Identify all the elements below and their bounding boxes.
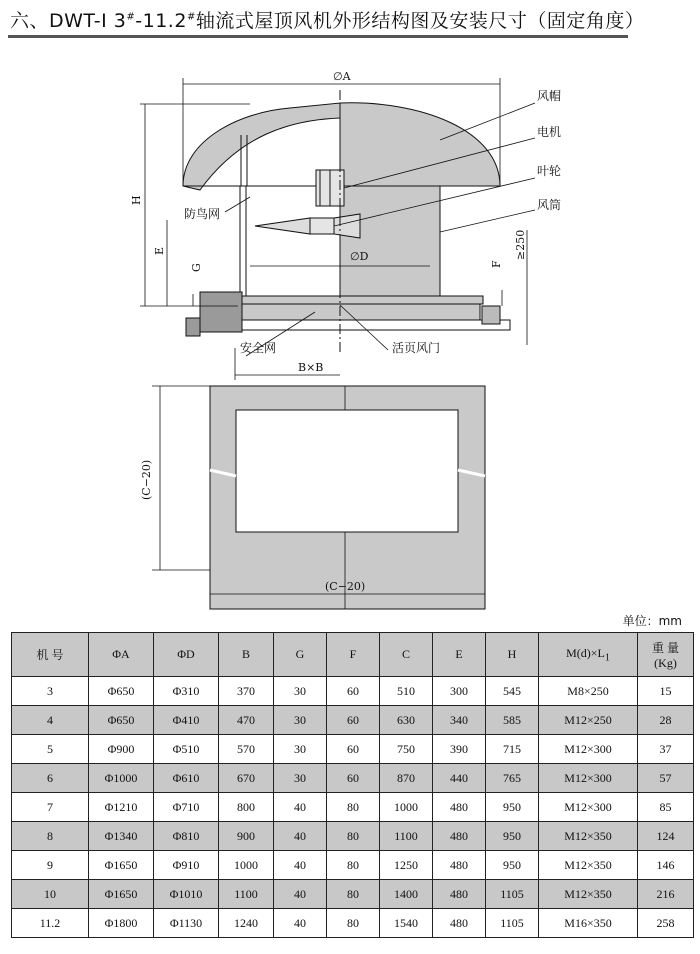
table-cell: Φ1000	[89, 764, 154, 793]
base-frame-plan	[210, 386, 485, 609]
table-cell: 216	[638, 880, 694, 909]
col-c: C	[380, 633, 433, 677]
table-cell: 950	[486, 822, 539, 851]
table-cell: Φ1210	[89, 793, 154, 822]
table-cell: 40	[274, 793, 327, 822]
table-cell: 8	[12, 822, 89, 851]
table-cell: 750	[380, 735, 433, 764]
table-cell: 60	[327, 764, 380, 793]
table-cell: 60	[327, 735, 380, 764]
table-cell: 950	[486, 851, 539, 880]
table-cell: Φ510	[154, 735, 219, 764]
table-cell: 510	[380, 677, 433, 706]
table-cell: 15	[638, 677, 694, 706]
table-cell: 470	[219, 706, 274, 735]
table-cell: M16×350	[539, 909, 638, 938]
table-cell: 370	[219, 677, 274, 706]
table-row	[12, 880, 694, 909]
col-ml: $M(d)\times L_1$	[539, 633, 638, 677]
dim-phi-d: ∅D	[350, 250, 369, 263]
table-cell: 30	[274, 677, 327, 706]
table-cell: 1105	[486, 880, 539, 909]
table-cell: 765	[486, 764, 539, 793]
table-cell: Φ710	[154, 793, 219, 822]
table-cell: Φ1010	[154, 880, 219, 909]
table-cell: 630	[380, 706, 433, 735]
table-cell: 5	[12, 735, 89, 764]
table-cell: 480	[433, 822, 486, 851]
table-cell: 670	[219, 764, 274, 793]
col-b: B	[219, 633, 274, 677]
table-cell: M12×300	[539, 764, 638, 793]
spec-table	[11, 632, 694, 938]
col-phi-d: ΦD	[154, 633, 219, 677]
table-cell: 3	[12, 677, 89, 706]
table-cell: 7	[12, 793, 89, 822]
label-motor: 电机	[537, 125, 562, 139]
table-cell: 30	[274, 735, 327, 764]
table-cell: 40	[274, 822, 327, 851]
label-duct: 风筒	[537, 198, 562, 212]
table-cell: 85	[638, 793, 694, 822]
table-cell: 480	[433, 851, 486, 880]
table-cell: 1100	[219, 880, 274, 909]
table-cell: Φ900	[89, 735, 154, 764]
table-cell: Φ1650	[89, 880, 154, 909]
table-row	[12, 735, 694, 764]
table-cell: 30	[274, 764, 327, 793]
col-phi-a: ΦA	[89, 633, 154, 677]
table-cell: 800	[219, 793, 274, 822]
table-header-row	[12, 633, 694, 677]
table-row	[12, 909, 694, 938]
table-row	[12, 706, 694, 735]
table-cell: 1250	[380, 851, 433, 880]
table-cell: 6	[12, 764, 89, 793]
table-cell: 1240	[219, 909, 274, 938]
table-cell: 480	[433, 909, 486, 938]
table-cell: Φ310	[154, 677, 219, 706]
table-cell: 1000	[380, 793, 433, 822]
table-cell: 570	[219, 735, 274, 764]
table-cell: 30	[274, 706, 327, 735]
label-hood: 风帽	[537, 89, 562, 103]
label-safety-net: 安全网	[240, 341, 277, 355]
unit-label: 单位：mm	[622, 614, 682, 628]
table-cell: 870	[380, 764, 433, 793]
table-cell: M12×250	[539, 706, 638, 735]
table-cell: 390	[433, 735, 486, 764]
label-bird-net: 防鸟网	[184, 207, 221, 221]
dim-e: E	[153, 246, 166, 255]
table-cell: 80	[327, 880, 380, 909]
table-cell: M12×350	[539, 880, 638, 909]
table-row	[12, 764, 694, 793]
table-cell: M12×300	[539, 735, 638, 764]
table-cell: M12×300	[539, 793, 638, 822]
table-row	[12, 677, 694, 706]
dim-bxb: B×B	[298, 361, 324, 374]
table-cell: 80	[327, 909, 380, 938]
table-cell: 1100	[380, 822, 433, 851]
dim-ge250: ≥250	[514, 229, 527, 260]
table-cell: 28	[638, 706, 694, 735]
table-cell: 1540	[380, 909, 433, 938]
table-cell: Φ810	[154, 822, 219, 851]
table-cell: 1105	[486, 909, 539, 938]
table-cell: 40	[274, 851, 327, 880]
table-cell: 1000	[219, 851, 274, 880]
table-cell: 950	[486, 793, 539, 822]
table-cell: M8×250	[539, 677, 638, 706]
col-g: G	[274, 633, 327, 677]
table-cell: 545	[486, 677, 539, 706]
table-row	[12, 793, 694, 822]
table-cell: 57	[638, 764, 694, 793]
table-cell: 340	[433, 706, 486, 735]
table-cell: 480	[433, 793, 486, 822]
table-cell: 900	[219, 822, 274, 851]
dim-phi-a: ∅A	[333, 70, 351, 83]
dim-g: G	[190, 263, 203, 272]
table-cell: Φ650	[89, 677, 154, 706]
label-impeller: 叶轮	[537, 164, 562, 178]
table-cell: Φ650	[89, 706, 154, 735]
table-cell: 1400	[380, 880, 433, 909]
dim-c20-bottom: (C−20)	[325, 580, 366, 593]
table-cell: 37	[638, 735, 694, 764]
dim-c20-left: (C−20)	[140, 459, 153, 500]
table-row	[12, 822, 694, 851]
table-cell: 11.2	[12, 909, 89, 938]
table-cell: Φ1340	[89, 822, 154, 851]
table-cell: 4	[12, 706, 89, 735]
table-cell: Φ1130	[154, 909, 219, 938]
table-cell: Φ1650	[89, 851, 154, 880]
table-cell: 146	[638, 851, 694, 880]
dim-f: F	[490, 260, 503, 268]
fan-elevation	[183, 90, 510, 355]
label-louver: 活页风门	[392, 341, 441, 355]
table-cell: 480	[433, 880, 486, 909]
table-cell: 60	[327, 677, 380, 706]
table-cell: 80	[327, 822, 380, 851]
col-f: F	[327, 633, 380, 677]
page-title: 六、DWT-Ⅰ 3#-11.2#轴流式屋顶风机外形结构图及安装尺寸（固定角度）	[10, 10, 645, 32]
col-h: H	[486, 633, 539, 677]
table-cell: M12×350	[539, 822, 638, 851]
table-cell: 10	[12, 880, 89, 909]
table-cell: 40	[274, 909, 327, 938]
table-cell: 40	[274, 880, 327, 909]
table-cell: Φ910	[154, 851, 219, 880]
table-cell: M12×350	[539, 851, 638, 880]
table-cell: 258	[638, 909, 694, 938]
table-cell: 124	[638, 822, 694, 851]
table-cell: Φ610	[154, 764, 219, 793]
table-row	[12, 851, 694, 880]
col-weight: 重 量 (Kg)	[638, 633, 694, 677]
dim-h: H	[130, 195, 143, 205]
table-cell: 585	[486, 706, 539, 735]
table-cell: 9	[12, 851, 89, 880]
table-cell: 80	[327, 851, 380, 880]
table-cell: Φ410	[154, 706, 219, 735]
table-cell: Φ1800	[89, 909, 154, 938]
table-cell: 300	[433, 677, 486, 706]
table-cell: 80	[327, 793, 380, 822]
table-cell: 715	[486, 735, 539, 764]
table-cell: 440	[433, 764, 486, 793]
table-cell: 60	[327, 706, 380, 735]
col-e: E	[433, 633, 486, 677]
col-model: 机 号	[12, 633, 89, 677]
